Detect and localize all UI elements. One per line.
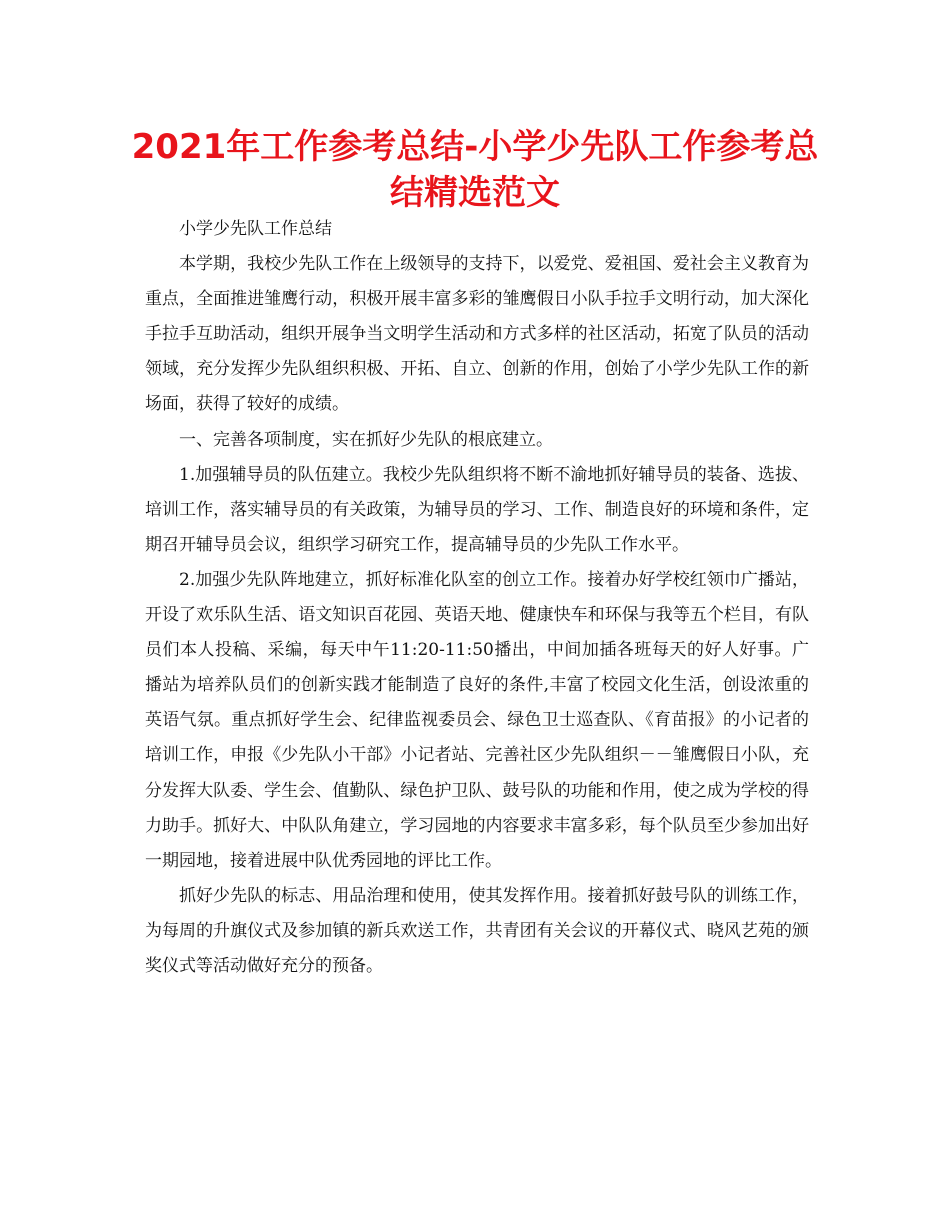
paragraph-item-2: 2.加强少先队阵地建立，抓好标准化队室的创立工作。接着办好学校红领巾广播站，开设了欢乐队生活、语文知识百花园、英语天地、健康快车和环保与我等五个栏目，有队员们本人投稿、采编，每天中午11:20-11:50播出，中间加插各班每天的好人好事。广播站为培养队员们的创新实践才能制造了良好的条件,丰富了校园文化生活，创设浓重的英语气氛。重点抓好学生会、纪律监视委员会、绿色卫士巡查队、《育苗报》的小记者的培训工作，申报《少先队小干部》小记者站、完善社区少先队组织－－雏鹰假日小队，充分发挥大队委、学生会、值勤队、绿色护卫队、鼓号队的功能和作用，使之成为学校的得力助手。抓好大、中队队角建立，学习园地的内容要求丰富多彩，每个队员至少参加出好一期园地，接着进展中队优秀园地的评比工作。 bbox=[145, 569, 809, 871]
paragraph-section-heading: 一、完善各项制度，实在抓好少先队的根底建立。 bbox=[179, 429, 553, 450]
paragraph-item-1: 1.加强辅导员的队伍建立。我校少先队组织将不断不渝地抓好辅导员的装备、选拔、培训工作，落实辅导员的有关政策，为辅导员的学习、工作、制造良好的环境和条件，定期召开辅导员会议，组织学习研究工作，提高辅导员的少先队工作水平。 bbox=[145, 464, 809, 555]
document-body bbox=[145, 212, 809, 984]
paragraph-intro: 本学期，我校少先队工作在上级领导的支持下，以爱党、爱祖国、爱社会主义教育为重点，全面推进雏鹰行动，积极开展丰富多彩的雏鹰假日小队手拉手文明行动，加大深化手拉手互助活动，组织开展争当文明学生活动和方式多样的社区活动，拓宽了队员的活动领域，充分发挥少先队组织积极、开拓、自立、创新的作用，创始了小学少先队工作的新场面，获得了较好的成绩。 bbox=[145, 254, 809, 415]
paragraph-closing: 抓好少先队的标志、用品治理和使用，使其发挥作用。接着抓好鼓号队的训练工作，为每周的升旗仪式及参加镇的新兵欢送工作，共青团有关会议的开幕仪式、晓风艺苑的颁奖仪式等活动做好充分的预备。 bbox=[145, 885, 809, 976]
paragraph-subtitle: 小学少先队工作总结 bbox=[179, 219, 332, 239]
document-title: 2021年工作参考总结-小学少先队工作参考总结精选范文 bbox=[131, 127, 819, 213]
